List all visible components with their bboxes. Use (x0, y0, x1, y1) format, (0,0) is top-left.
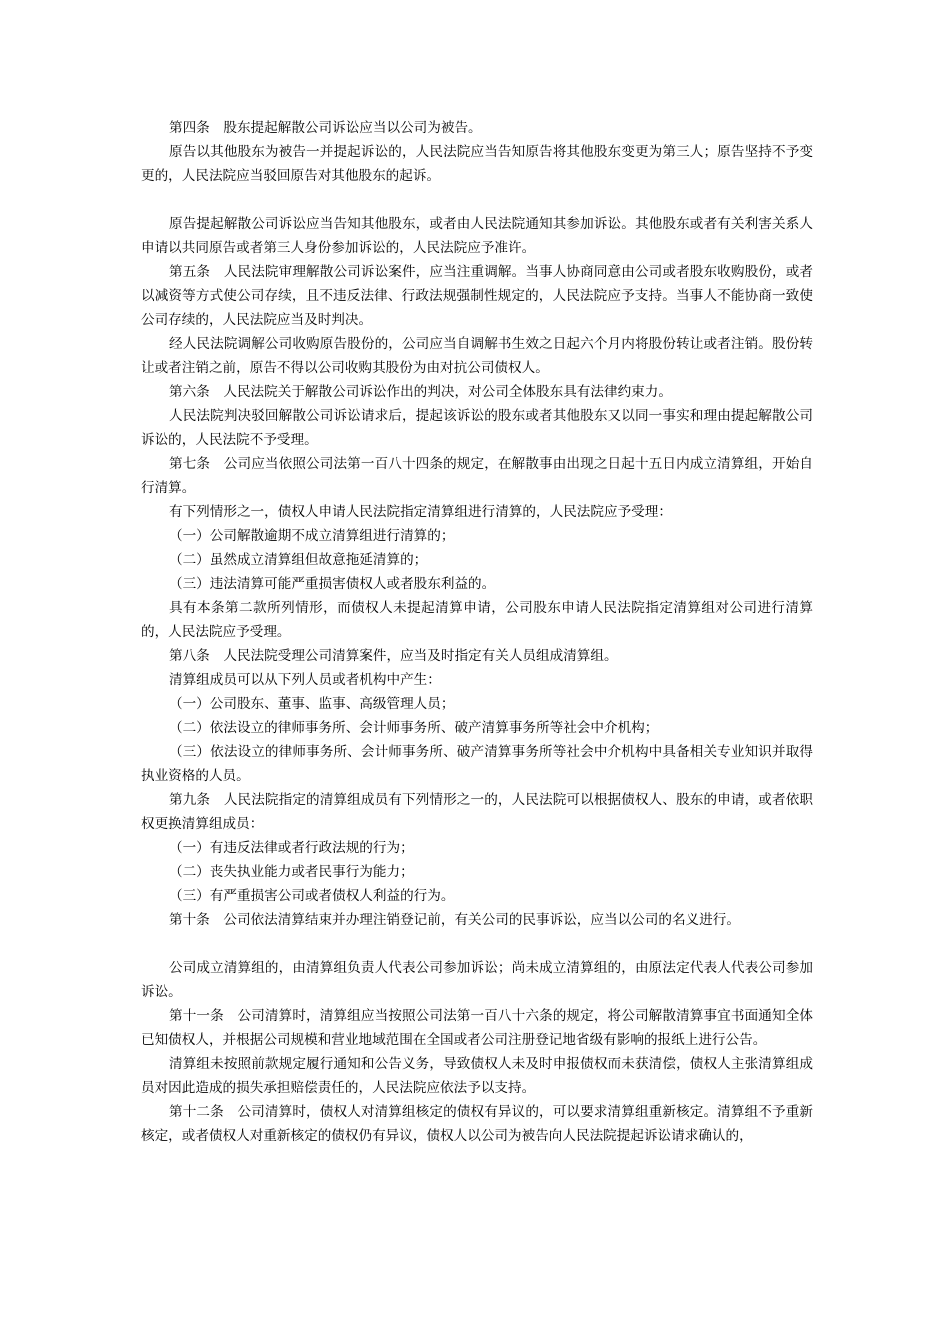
list-item: （三）依法设立的律师事务所、会计师事务所、破产清算事务所等社会中介机构中具备相关专业知识并取得执业资格的人员。 (141, 744, 813, 784)
paragraph-article-11: 第十一条 公司清算时，清算组应当按照公司法第一百八十六条的规定，将公司解散清算事宜书面通知全体已知债权人，并根据公司规模和营业地域范围在全国或者公司注册登记地省级有影响的报纸上进行公告。 (141, 1008, 813, 1048)
list-item: （三）有严重损害公司或者债权人利益的行为。 (169, 888, 455, 904)
document-body (141, 116, 813, 1148)
paragraph-article-9: 第九条 人民法院指定的清算组成员有下列情形之一的，人民法院可以根据债权人、股东的申请，或者依职权更换清算组成员： (141, 792, 813, 832)
list-item: （一）公司解散逾期不成立清算组进行清算的； (169, 528, 455, 544)
list-item: （一）公司股东、董事、监事、高级管理人员； (169, 696, 455, 712)
paragraph: 具有本条第二款所列情形，而债权人未提起清算申请，公司股东申请人民法院指定清算组对公司进行清算的，人民法院应予受理。 (141, 600, 813, 640)
list-item: （一）有违反法律或者行政法规的行为； (169, 840, 414, 856)
paragraph: 公司成立清算组的，由清算组负责人代表公司参加诉讼；尚未成立清算组的，由原法定代表人代表公司参加诉讼。 (141, 960, 813, 1000)
paragraph-article-7: 第七条 公司应当依照公司法第一百八十四条的规定，在解散事由出现之日起十五日内成立清算组，开始自行清算。 (141, 456, 813, 496)
paragraph-article-10: 第十条 公司依法清算结束并办理注销登记前，有关公司的民事诉讼，应当以公司的名义进行。 (169, 912, 740, 928)
paragraph-article-6: 第六条 人民法院关于解散公司诉讼作出的判决，对公司全体股东具有法律约束力。 (169, 384, 672, 400)
list-item: （二）丧失执业能力或者民事行为能力； (169, 864, 414, 880)
paragraph-article-4: 第四条 股东提起解散公司诉讼应当以公司为被告。 (169, 120, 482, 136)
paragraph: 清算组未按照前款规定履行通知和公告义务，导致债权人未及时申报债权而未获清偿，债权人主张清算组成员对因此造成的损失承担赔偿责任的，人民法院应依法予以支持。 (141, 1056, 813, 1096)
paragraph-article-12: 第十二条 公司清算时，债权人对清算组核定的债权有异议的，可以要求清算组重新核定。清算组不予重新核定，或者债权人对重新核定的债权仍有异议，债权人以公司为被告向人民法院提起诉讼请求确认的， (141, 1104, 813, 1144)
paragraph: 人民法院判决驳回解散公司诉讼请求后，提起该诉讼的股东或者其他股东又以同一事实和理由提起解散公司诉讼的，人民法院不予受理。 (141, 408, 813, 448)
list-item: （二）虽然成立清算组但故意拖延清算的； (169, 552, 428, 568)
paragraph: 原告提起解散公司诉讼应当告知其他股东，或者由人民法院通知其参加诉讼。其他股东或者有关利害关系人申请以共同原告或者第三人身份参加诉讼的，人民法院应予准许。 (141, 216, 813, 256)
list-item: （三）违法清算可能严重损害债权人或者股东利益的。 (169, 576, 496, 592)
paragraph-article-5: 第五条 人民法院审理解散公司诉讼案件，应当注重调解。当事人协商同意由公司或者股东收购股份，或者以减资等方式使公司存续，且不违反法律、行政法规强制性规定的，人民法院应予支持。当事人不能协商一致使公司存续的，人民法院应当及时判决。 (141, 264, 813, 328)
paragraph: 经人民法院调解公司收购原告股份的，公司应当自调解书生效之日起六个月内将股份转让或者注销。股份转让或者注销之前，原告不得以公司收购其股份为由对抗公司债权人。 (141, 336, 813, 376)
paragraph: 有下列情形之一，债权人申请人民法院指定清算组进行清算的，人民法院应予受理： (169, 504, 672, 520)
paragraph: 原告以其他股东为被告一并提起诉讼的，人民法院应当告知原告将其他股东变更为第三人；原告坚持不予变更的，人民法院应当驳回原告对其他股东的起诉。 (141, 144, 813, 184)
list-item: （二）依法设立的律师事务所、会计师事务所、破产清算事务所等社会中介机构； (169, 720, 659, 736)
paragraph-article-8: 第八条 人民法院受理公司清算案件，应当及时指定有关人员组成清算组。 (169, 648, 618, 664)
paragraph: 清算组成员可以从下列人员或者机构中产生： (169, 672, 441, 688)
